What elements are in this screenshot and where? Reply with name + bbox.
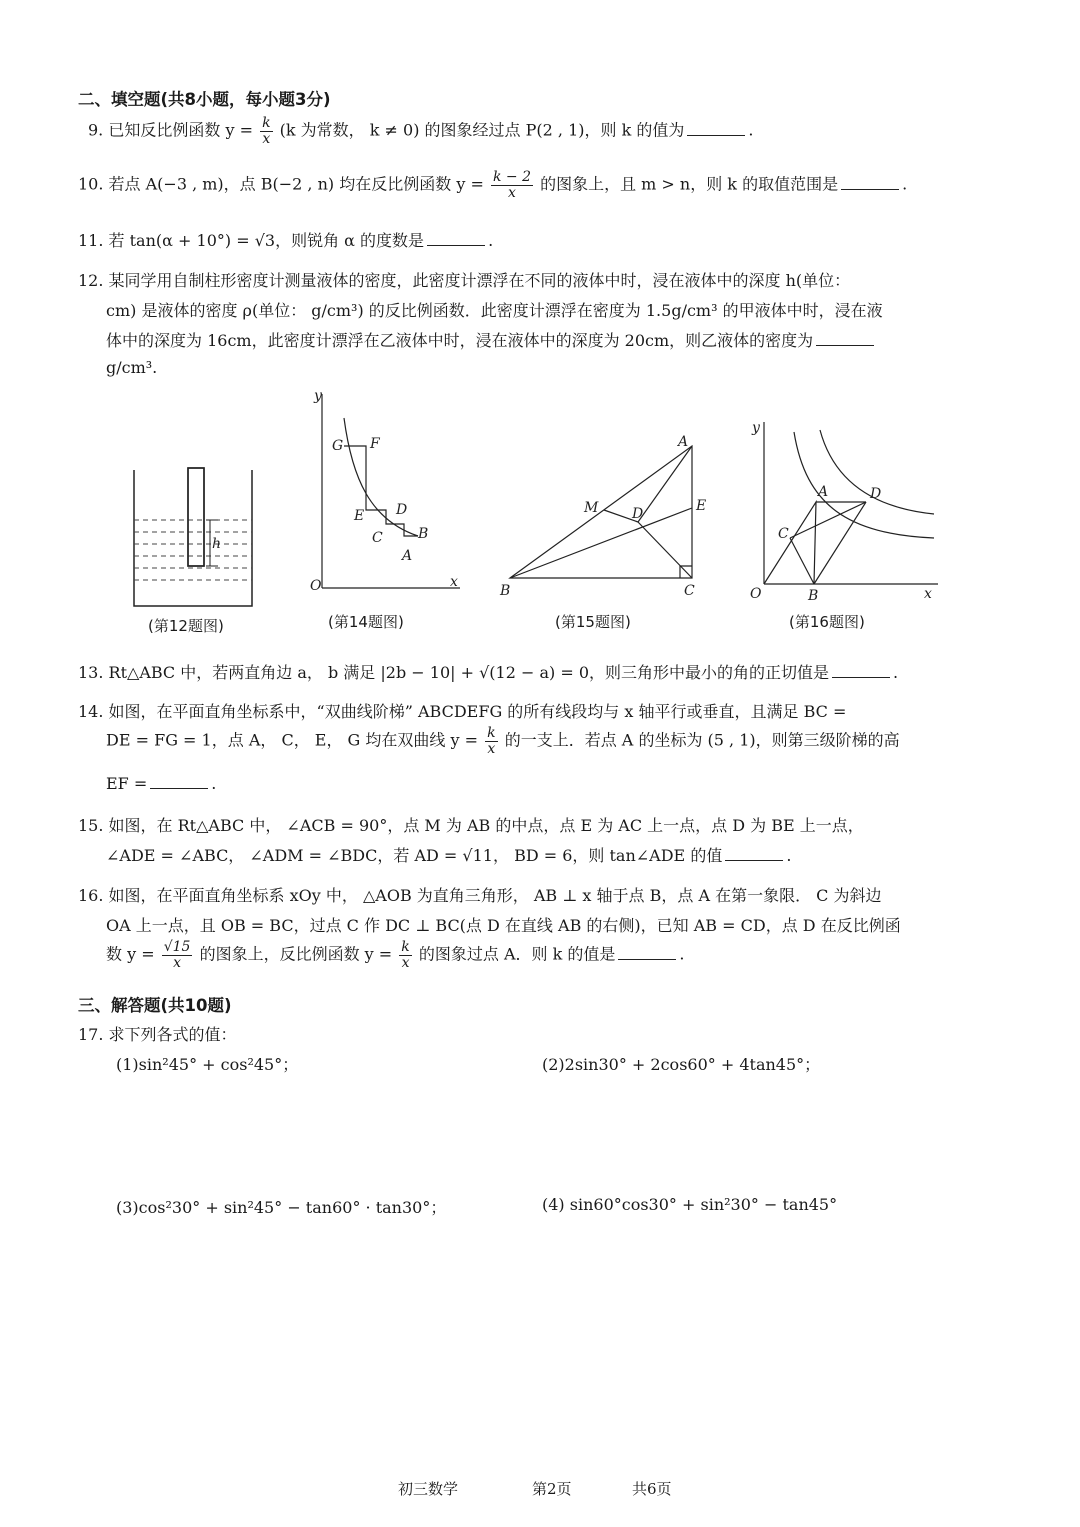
q16-frac2-den: x [401, 954, 410, 971]
fig14-label-C: C [372, 530, 383, 546]
q10-end: . [902, 174, 908, 194]
q14-end: . [211, 774, 217, 793]
q15-line-1: 15. 如图，在 Rt△ABC 中， ∠ACB = 90°，点 M 为 AB 的中点，点 E 为 AC 上一点，点 D 为 BE 上一点， [78, 816, 864, 835]
q13-end: . [893, 663, 899, 682]
fig14-label-D: D [396, 502, 408, 518]
footer-total-pages: 共6页 [632, 1480, 672, 1498]
fig15-label-D: D [632, 506, 644, 522]
figure-15 [496, 430, 716, 602]
q11-text-pre: 11. 若 tan(α + 10°) = √3，则锐角 α 的度数是 [78, 231, 425, 250]
figure-12 [126, 460, 266, 610]
fig14-label-O: O [310, 578, 322, 594]
q12-answer-blank[interactable] [816, 329, 874, 346]
q16-frac1-num: √15 [163, 939, 191, 955]
q14-frac-num: k [487, 725, 496, 741]
fig16-label-D: D [870, 486, 882, 502]
q16-fraction-1 [162, 940, 193, 970]
fig16-label-O: O [750, 586, 762, 602]
q9-frac-den: x [262, 130, 271, 147]
footer-subject: 初三数学 [398, 1480, 459, 1498]
q16-line-3-pre: 数 y = [106, 944, 155, 964]
q9-frac-num: k [262, 115, 271, 131]
q16-fraction-2 [399, 940, 411, 970]
fig15-label-M: M [584, 500, 599, 516]
q12-line-3 [106, 328, 877, 351]
q14-line-3 [106, 772, 216, 793]
fig15-label-C: C [684, 583, 695, 599]
q17-part-4: (4) sin60°cos30° + sin²30° − tan45° [542, 1195, 838, 1214]
q16-line-2: OA 上一点，且 OB = BC，过点 C 作 DC ⊥ BC(点 D 在直线 AB 的右侧)，已知 AB = CD，点 D 在反比例函 [106, 916, 901, 935]
q12-line-3-text: 体中的深度为 16cm，此密度计漂浮在乙液体中时，浸在液体中的深度为 20cm，则乙液体的密度为 [106, 331, 814, 350]
q16-frac2-num: k [401, 939, 410, 955]
figure-12-caption: (第12题图) [148, 617, 224, 635]
figure-16-caption: (第16题图) [789, 613, 865, 631]
q17-part-2: (2)2sin30° + 2cos60° + 4tan45°； [542, 1055, 821, 1074]
fig12-label-h: h [212, 536, 222, 552]
q9-fraction [260, 116, 272, 146]
q10-fraction [491, 170, 533, 200]
fig16-label-C: C [778, 526, 789, 542]
figure-16 [738, 416, 943, 606]
q16-line-1: 16. 如图，在平面直角坐标系 xOy 中， △AOB 为直角三角形， AB ⊥ x 轴于点 B，点 A 在第一象限． C 为斜边 [78, 886, 882, 905]
q11-end: . [488, 231, 494, 250]
q10-frac-num: k − 2 [492, 169, 531, 185]
q14-frac-den: x [487, 740, 496, 757]
question-10 [78, 170, 907, 200]
q12-line-1: 12. 某同学用自制柱形密度计测量液体的密度，此密度计漂浮在不同的液体中时，浸在液体中的深度 h(单位： [78, 271, 851, 290]
fig15-label-B: B [500, 583, 511, 599]
q10-frac-den: x [508, 184, 516, 201]
fig14-label-x: x [450, 574, 458, 590]
fig14-label-A: A [402, 548, 413, 564]
q10-text-pre: 10. 若点 A(−3 , m)，点 B(−2 , n) 均在反比例函数 y = [78, 174, 484, 194]
q14-line-3-text: EF = [106, 774, 148, 793]
fig14-label-G: G [332, 438, 344, 454]
section-2-heading: 二、填空题(共8小题，每小题3分) [78, 90, 331, 109]
q12-line-4: g/cm³. [106, 358, 158, 377]
q14-line-2-post: 的一支上．若点 A 的坐标为 (5 , 1)，则第三级阶梯的高 [504, 730, 900, 750]
q16-line-3 [106, 940, 684, 970]
q17-title: 17. 求下列各式的值： [78, 1025, 237, 1044]
q15-line-2-text: ∠ADE = ∠ABC， ∠ADM = ∠BDC，若 AD = √11， BD = 6，则 tan∠ADE 的值 [106, 846, 723, 865]
q16-line-3-post: 的图象过点 A．则 k 的值是 [418, 944, 616, 964]
fig14-label-B: B [418, 526, 429, 542]
question-11 [78, 228, 493, 251]
q17-part-1: (1)sin²45° + cos²45°； [116, 1055, 299, 1074]
figure-14-caption: (第14题图) [328, 613, 404, 631]
fig16-label-x: x [924, 586, 932, 602]
q15-line-2 [106, 843, 791, 866]
question-13 [78, 660, 898, 683]
fig16-label-B: B [808, 588, 819, 604]
footer-page-number: 第2页 [532, 1480, 572, 1498]
q9-text-post: (k 为常数， k ≠ 0) 的图象经过点 P(2 , 1)，则 k 的值为 [279, 120, 685, 140]
q15-answer-blank[interactable] [725, 844, 783, 861]
q13-answer-blank[interactable] [832, 661, 890, 678]
q14-answer-blank[interactable] [150, 772, 208, 789]
q10-answer-blank[interactable] [841, 173, 899, 190]
section-3-heading: 三、解答题(共10题) [78, 996, 232, 1015]
figure-14 [300, 388, 465, 603]
q16-frac1-den: x [173, 954, 182, 971]
question-9 [88, 116, 753, 146]
q16-answer-blank[interactable] [618, 943, 676, 960]
q11-answer-blank[interactable] [427, 229, 485, 246]
q9-end: . [748, 120, 754, 140]
q15-end: . [786, 846, 792, 865]
fig14-label-F: F [370, 436, 380, 452]
q14-line-2-pre: DE = FG = 1，点 A， C， E， G 均在双曲线 y = [106, 730, 479, 750]
q17-part-3: (3)cos²30° + sin²45° − tan60° · tan30°； [116, 1198, 447, 1217]
q9-text-pre: 9. 已知反比例函数 y = [88, 120, 253, 140]
q10-text-post: 的图象上，且 m > n，则 k 的取值范围是 [540, 174, 839, 194]
q13-text: 13. Rt△ABC 中，若两直角边 a， b 满足 |2b − 10| + √(12 − a) = 0，则三角形中最小的角的正切值是 [78, 663, 830, 682]
q16-line-3-mid: 的图象上，反比例函数 y = [199, 944, 393, 964]
q14-line-2 [106, 726, 900, 756]
q12-line-2: cm) 是液体的密度 ρ(单位： g/cm³) 的反比例函数．此密度计漂浮在密度为 1.5g/cm³ 的甲液体中时，浸在液 [106, 301, 883, 320]
q14-line-1: 14. 如图，在平面直角坐标系中，“双曲线阶梯” ABCDEFG 的所有线段均与 x 轴平行或垂直，且满足 BC = [78, 702, 847, 721]
q16-end: . [679, 944, 685, 964]
fig16-label-A: A [818, 484, 829, 500]
fig14-label-y: y [314, 388, 322, 404]
q14-fraction [485, 726, 497, 756]
figure-15-caption: (第15题图) [555, 613, 631, 631]
fig15-label-A: A [678, 434, 689, 450]
fig14-label-E: E [354, 508, 365, 524]
fig16-label-y: y [752, 420, 760, 436]
q9-answer-blank[interactable] [687, 119, 745, 136]
fig15-label-E: E [696, 498, 707, 514]
